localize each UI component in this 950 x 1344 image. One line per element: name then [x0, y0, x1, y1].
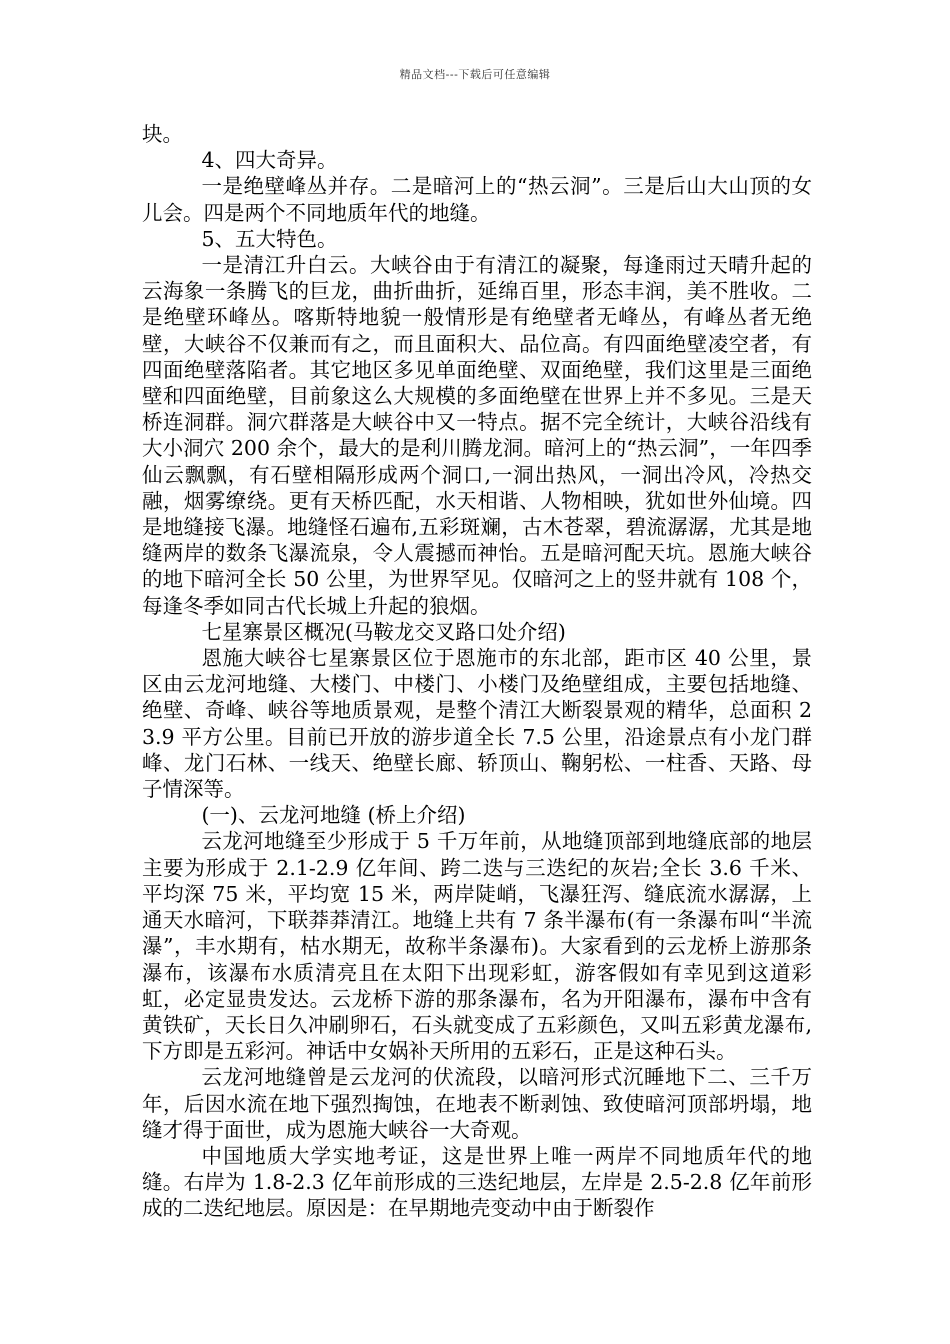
section-heading: (一)、云龙河地缝 (桥上介绍): [201, 803, 466, 828]
section-heading: 4、四大奇异。: [201, 148, 338, 173]
paragraph: 块。: [142, 122, 183, 146]
paragraph: 云龙河地缝曾是云龙河的伏流段，以暗河形式沉睡地下二、三千万年，后因水流在地下强烈掏蚀，在地表不断剥蚀、致使暗河顶部坍塌，地缝才得于面世，成为恩施大峡谷一大奇观。: [142, 1065, 812, 1142]
paragraph: 一是绝壁峰丛并存。二是暗河上的“热云洞”。三是后山大山顶的女儿会。四是两个不同地质年代的地缝。: [142, 174, 812, 225]
paragraph: 一是清江升白云。大峡谷由于有清江的凝聚，每逢雨过天晴升起的云海象一条腾飞的巨龙，曲折曲折，延绵百里，形态丰润，美不胜收。二是绝壁环峰丛。喀斯特地貌一般情形是有绝壁者无峰丛，有峰丛者无绝壁，大峡谷不仅兼而有之，而且面积大、品位高。有四面绝壁凌空者，有四面绝壁落陷者。其它地区多见单面绝壁、双面绝壁，我们这里是三面绝壁和四面绝壁，目前象这么大规模的多面绝壁在世界上并不多见。三是天桥连洞群。洞穴群落是大峡谷中又一特点。据不完全统计，大峡谷沿线有大小洞穴 200 余个，最大的是利川腾龙洞。暗河上的“热云洞”，一年四季仙云飘飘，有石壁相隔形成两个洞口,一洞出热风，一洞出冷风，冷热交融，烟雾缭绕。更有天桥匹配，水天相谐、人物相映，犹如世外仙境。四是地缝接飞瀑。地缝怪石遍布,五彩斑斓，古木苍翠，碧流潺潺，尤其是地缝两岸的数条飞瀑流泉，令人震撼而神怡。五是暗河配天坑。恩施大峡谷的地下暗河全长 50 公里，为世界罕见。仅暗河之上的竖井就有 108 个，每逢冬季如同古代长城上升起的狼烟。: [142, 253, 812, 618]
paragraph: 云龙河地缝至少形成于 5 千万年前，从地缝顶部到地缝底部的地层主要为形成于 2.1-2.9 亿年间、跨二迭与三迭纪的灰岩;全长 3.6 千米、平均深 75 米，平均宽 15 米，两岸陡峭，飞瀑狂泻、缝底流水潺潺，上通天水暗河，下联莽莽清江。地缝上共有 7 条半瀑布(有一条瀑布叫“半流瀑”，丰水期有，枯水期无，故称半条瀑布)。大家看到的云龙桥上游那条瀑布，该瀑布水质清亮且在太阳下出现彩虹，游客假如有幸见到这道彩虹，必定显贵发达。云龙桥下游的那条瀑布，名为开阳瀑布，瀑布中含有黄铁矿，天长日久冲刷卵石，石头就变成了五彩颜色，又叫五彩黄龙瀑布,下方即是五彩河。神话中女娲补天所用的五彩石，正是这种石头。: [142, 829, 812, 1064]
page-header: 精品文档---下载后可任意编辑: [399, 68, 551, 81]
document-body: [142, 121, 812, 1222]
section-heading: 七星寨景区概况(马鞍龙交叉路口处介绍): [201, 619, 566, 644]
section-heading: 5、五大特色。: [201, 226, 338, 251]
paragraph: 恩施大峡谷七星寨景区位于恩施市的东北部，距市区 40 公里，景区由云龙河地缝、大楼门、中楼门、小楼门及绝壁组成，主要包括地缝、绝壁、奇峰、峡谷等地质景观，是整个清江大断裂景观的精华，总面积 23.9 平方公里。目前已开放的游步道全长 7.5 公里，沿途景点有小龙门群峰、龙门石林、一线天、绝壁长廊、轿顶山、鞠躬松、一柱香、天路、母子情深等。: [142, 646, 812, 802]
paragraph: 中国地质大学实地考证，这是世界上唯一两岸不同地质年代的地缝。右岸为 1.8-2.3 亿年前形成的三迭纪地层，左岸是 2.5-2.8 亿年前形成的二迭纪地层。原因是：在早期地壳变动中由于断裂作: [142, 1143, 812, 1221]
